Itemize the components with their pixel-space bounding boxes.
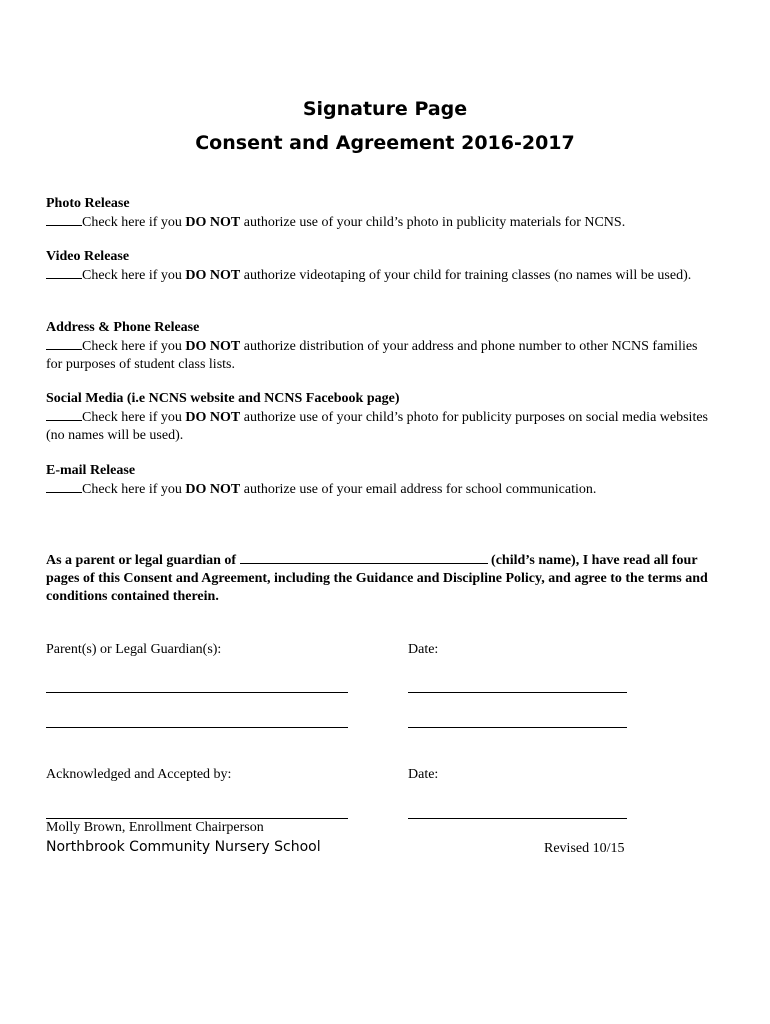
photo-release-checkbox-blank[interactable]	[46, 213, 82, 226]
parents-label: Parent(s) or Legal Guardian(s):	[46, 642, 222, 657]
parent-signature-line-1[interactable]	[46, 692, 348, 693]
email-release-text: Check here if you DO NOT authorize use of your email address for school communication.	[46, 480, 711, 499]
video-release-checkbox-blank[interactable]	[46, 266, 82, 279]
address-release-heading: Address & Phone Release	[46, 320, 200, 335]
video-release-heading: Video Release	[46, 249, 130, 264]
video-release-section	[46, 248, 711, 285]
social-media-heading: Social Media (i.e NCNS website and NCNS Facebook page)	[46, 391, 400, 406]
school-name: Northbrook Community Nursery School	[46, 839, 321, 855]
chairperson-signature-line[interactable]	[46, 818, 348, 819]
email-release-heading: E-mail Release	[46, 463, 136, 478]
photo-release-heading: Photo Release	[46, 196, 130, 211]
address-release-text: Check here if you DO NOT authorize distribution of your address and phone number to other NCNS families for purposes of student class lists.	[46, 339, 698, 372]
photo-release-text: Check here if you DO NOT authorize use of your child’s photo in publicity materials for NCNS.	[46, 213, 711, 232]
page-subtitle: Consent and Agreement 2016-2017	[195, 132, 575, 154]
email-release-checkbox-blank[interactable]	[46, 480, 82, 493]
address-release-section	[46, 319, 711, 374]
social-media-checkbox-blank[interactable]	[46, 408, 82, 421]
social-media-section	[46, 390, 711, 445]
parents-date-label: Date:	[408, 642, 439, 657]
social-media-text: Check here if you DO NOT authorize use of your child’s photo for publicity purposes on social media websites (no names will be used).	[46, 410, 709, 443]
video-release-text: Check here if you DO NOT authorize videotaping of your child for training classes (no names will be used).	[46, 266, 711, 285]
acknowledged-date-label: Date:	[408, 767, 439, 782]
parent-date-line-2[interactable]	[408, 727, 627, 728]
agreement-paragraph: As a parent or legal guardian of (child’s name), I have read all four pages of this Consent and Agreement, including the Guidance and Discipline Policy, and agree to the terms and conditions contained therein.	[46, 553, 708, 604]
parent-date-line-1[interactable]	[408, 692, 627, 693]
revised-date: Revised 10/15	[544, 841, 625, 856]
page-title: Signature Page	[302, 98, 468, 120]
acknowledged-label: Acknowledged and Accepted by:	[46, 767, 232, 782]
email-release-section	[46, 462, 711, 499]
chairperson-date-line[interactable]	[408, 818, 627, 819]
address-release-checkbox-blank[interactable]	[46, 337, 82, 350]
chairperson-name: Molly Brown, Enrollment Chairperson	[46, 820, 264, 835]
parent-signature-line-2[interactable]	[46, 727, 348, 728]
child-name-blank[interactable]	[240, 551, 488, 564]
photo-release-section	[46, 195, 711, 232]
